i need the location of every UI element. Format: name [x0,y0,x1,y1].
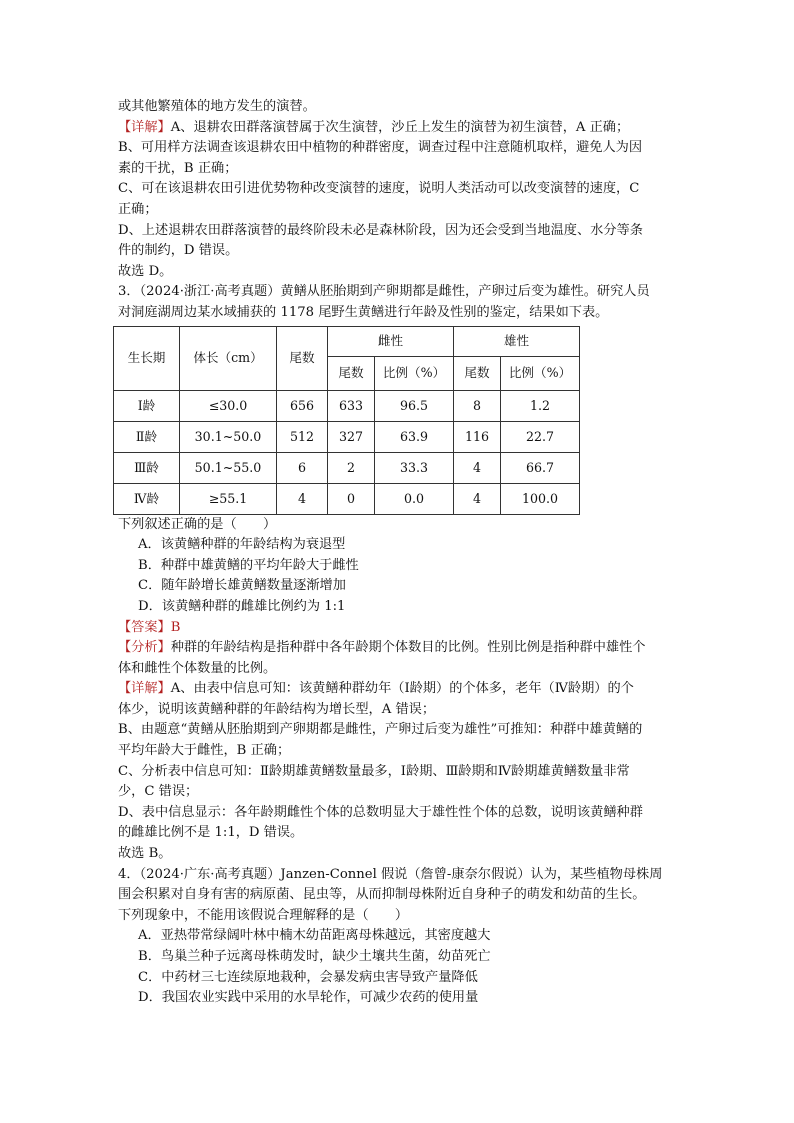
option-c: C．随年龄增长雄黄鳝数量逐渐增加 [138,578,346,594]
cell-m-ratio: 1.2 [501,390,580,421]
th-female: 雌性 [328,326,454,356]
table-row [114,452,580,483]
cell-length: 30.1~50.0 [180,421,277,452]
text-line: 故选 B。 [118,846,172,862]
text-line: 的雌雄比例不是 1:1，D 错误。 [118,825,304,841]
q3-stem: 3．（2024·浙江·高考真题）黄鳝从胚胎期到产卵期都是雌性，产卵过后变为雄性。研究人员 [118,284,650,300]
text-line: 种群的年龄结构是指种群中各年龄期个体数目的比例。性别比例是指种群中雄性个 [170,640,646,656]
cell-m-count: 4 [454,483,501,514]
cell-f-count: 2 [328,452,375,483]
th-male-ratio: 比例（%） [501,356,580,390]
option-c: C．中药材三七连续原地栽种，会暴发病虫害导致产量降低 [138,969,478,985]
table-row [114,483,580,514]
data-table [113,326,580,515]
text-line: D、上述退耕农田群落演替的最终阶段未必是森林阶段，因为还会受到当地温度、水分等条 [118,222,643,238]
option-b: B．鸟巢兰种子远离母株萌发时，缺少土壤共生菌，幼苗死亡 [138,949,491,964]
text-line: 素的干扰，B 正确； [118,160,238,176]
cell-m-ratio: 100.0 [501,483,580,514]
q3-ask: 下列叙述正确的是（ ） [118,516,277,532]
cell-f-count: 633 [328,390,375,421]
cell-m-ratio: 22.7 [501,421,580,452]
table-row [114,421,580,452]
cell-stage: Ⅰ龄 [114,390,180,421]
cell-f-ratio: 33.3 [375,452,454,483]
cell-f-ratio: 0.0 [375,483,454,514]
cell-f-ratio: 63.9 [375,421,454,452]
q3-stem: 对洞庭湖周边某水域捕获的 1178 尾野生黄鳝进行年龄及性别的鉴定，结果如下表。 [118,304,609,320]
table-row [114,390,580,421]
q2-detail-a [118,118,688,139]
text-line: A、退耕农田群落演替属于次生演替，沙丘上发生的演替为初生演替，A 正确； [170,119,630,135]
text-line: 少，C 错误； [118,784,199,800]
cell-m-count: 116 [454,421,501,452]
option-d: D．该黄鳝种群的雌雄比例约为 1:1 [138,598,346,614]
q4-stem: 围会积累对自身有害的病原菌、昆虫等，从而抑制母株附近自身种子的萌发和幼苗的生长。 [118,887,646,903]
cell-f-ratio: 96.5 [375,390,454,421]
text-line: B、由题意“黄鳝从胚胎期到产卵期都是雌性，产卵过后变为雄性”可推知：种群中雄黄鳝的 [118,722,643,738]
text-line: 件的制约，D 错误。 [118,243,239,259]
q4-stem: 4．（2024·广东·高考真题）Janzen-Connel 假说（詹曾-康奈尔假说）认为，某些植物母株周 [118,866,663,882]
th-female-count: 尾数 [328,356,375,390]
q4-stem: 下列现象中，不能用该假说合理解释的是（ ） [118,907,409,923]
cell-f-count: 327 [328,421,375,452]
cell-count: 512 [277,421,328,452]
text-line: D、表中信息显示：各年龄期雌性个体的总数明显大于雄性性个体的总数，说明该黄鳝种群 [118,804,643,820]
text-line: 平均年龄大于雌性，B 正确； [118,743,291,759]
cell-m-count: 8 [454,390,501,421]
text-line: B、可用样方法调查该退耕农田中植物的种群密度，调查过程中注意随机取样，避免人为因 [118,140,642,156]
cell-stage: Ⅱ龄 [114,421,180,452]
detail-line [118,679,688,700]
th-female-ratio: 比例（%） [375,356,454,390]
cell-length: 50.1~55.0 [180,452,277,483]
option-b: B．种群中雄黄鳝的平均年龄大于雌性 [138,557,359,573]
text-line: 体少，说明该黄鳝种群的年龄结构为增长型，A 错误； [118,701,436,717]
detail-tag: 【详解】 [118,119,171,135]
text-line: 体和雌性个体数量的比例。 [118,660,277,676]
option-a: A．该黄鳝种群的年龄结构为衰退型 [138,537,346,553]
text-line: 正确； [118,201,158,217]
cell-count: 4 [277,483,328,514]
cell-f-count: 0 [328,483,375,514]
text-line: 或其他繁殖体的地方发生的演替。 [118,99,316,114]
table-header-row [114,326,580,356]
answer-line: 【答案】B [118,619,181,635]
cell-m-ratio: 66.7 [501,452,580,483]
text-line: C、可在该退耕农田引进优势物种改变演替的速度，说明人类活动可以改变演替的速度，C [118,181,640,197]
analysis-line [118,638,688,659]
cell-stage: Ⅳ龄 [114,483,180,514]
th-male: 雄性 [454,326,580,356]
text-line: A、由表中信息可知：该黄鳝种群幼年（Ⅰ龄期）的个体多，老年（Ⅳ龄期）的个 [170,681,634,697]
cell-stage: Ⅲ龄 [114,452,180,483]
th-male-count: 尾数 [454,356,501,390]
detail-tag: 【详解】 [118,681,171,697]
cell-count: 656 [277,390,328,421]
th-length: 体长（cm） [180,326,277,390]
cell-m-count: 4 [454,452,501,483]
th-stage: 生长期 [114,326,180,390]
option-d: D．我国农业实践中采用的水旱轮作，可减少农药的使用量 [138,990,479,1006]
th-count: 尾数 [277,326,328,390]
cell-length: ≤30.0 [180,390,277,421]
text-line: C、分析表中信息可知：Ⅱ龄期雄黄鳝数量最多，Ⅰ龄期、Ⅲ龄期和Ⅳ龄期雄黄鳝数量非常 [118,763,630,779]
analysis-tag: 【分析】 [118,640,171,656]
document-body [118,97,688,1009]
cell-count: 6 [277,452,328,483]
text-line: 故选 D。 [118,263,173,279]
option-a: A．亚热带常绿阔叶林中楠木幼苗距离母株越远，其密度越大 [138,928,491,944]
cell-length: ≥55.1 [180,483,277,514]
